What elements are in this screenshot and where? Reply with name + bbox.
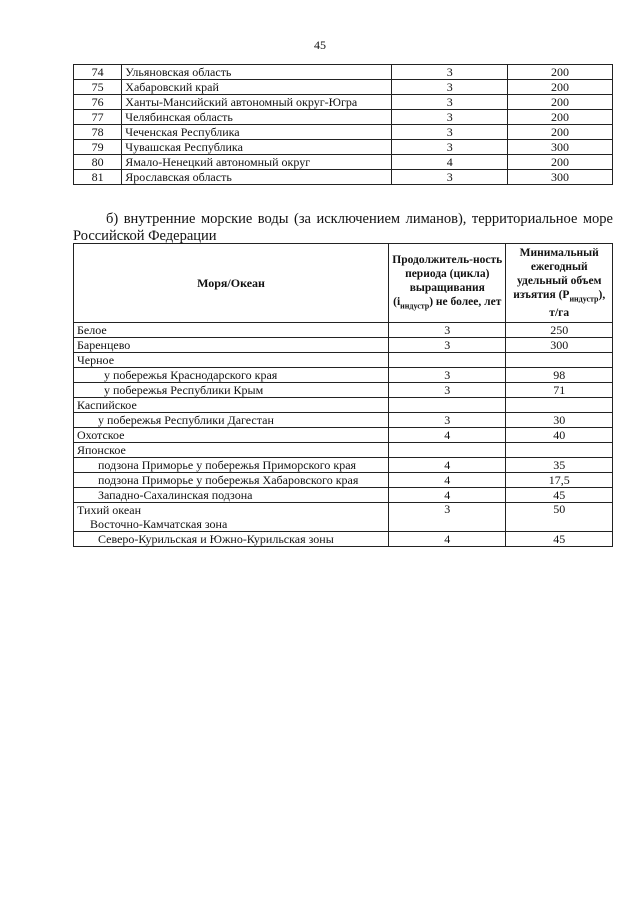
volume-cell: 98 [506, 368, 613, 383]
row-number: 74 [74, 65, 122, 80]
subzone-name: Северо-Курильская и Южно-Курильская зоны [74, 532, 389, 547]
period-cell [389, 398, 506, 413]
header-volume-text: Минимальный ежегодный удельный объем изъятия (P [513, 247, 602, 301]
period-cell: 3 [392, 140, 507, 155]
table-row [74, 413, 613, 428]
period-cell: 4 [389, 473, 506, 488]
seas-table [73, 243, 613, 547]
volume-cell: 200 [507, 125, 612, 140]
period-cell: 3 [389, 383, 506, 398]
row-number: 77 [74, 110, 122, 125]
table-row [74, 95, 613, 110]
period-cell: 3 [392, 170, 507, 185]
sea-name: Баренцево [74, 338, 389, 353]
period-cell: 3 [392, 65, 507, 80]
period-cell: 3 [389, 338, 506, 353]
seas-table-header [74, 244, 613, 323]
region-name: Ярославская область [122, 170, 392, 185]
period-cell: 3 [389, 323, 506, 338]
period-cell: 3 [392, 110, 507, 125]
volume-cell: 200 [507, 95, 612, 110]
period-cell: 3 [389, 413, 506, 428]
table-row [74, 368, 613, 383]
period-cell: 3 [389, 368, 506, 383]
header-period-text-end: ) не более, лет [429, 296, 502, 308]
sea-name: Каспийское [74, 398, 389, 413]
volume-cell: 35 [506, 458, 613, 473]
table-row [74, 443, 613, 458]
region-name: Чеченская Республика [122, 125, 392, 140]
sea-name: Белое [74, 323, 389, 338]
region-name: Ямало-Ненецкий автономный округ [122, 155, 392, 170]
table-row [74, 338, 613, 353]
table-row [74, 140, 613, 155]
table-row [74, 488, 613, 503]
region-name: Челябинская область [122, 110, 392, 125]
table-row [74, 80, 613, 95]
table-row [74, 383, 613, 398]
sea-name: Охотское [74, 428, 389, 443]
table-row [74, 323, 613, 338]
row-number: 76 [74, 95, 122, 110]
row-number: 81 [74, 170, 122, 185]
period-cell [389, 353, 506, 368]
period-cell: 3 [392, 95, 507, 110]
subzone-name: Восточно-Камчатская зона [74, 517, 389, 532]
table-row [74, 125, 613, 140]
table-row [74, 503, 613, 518]
table-row [74, 458, 613, 473]
period-cell: 4 [389, 532, 506, 547]
volume-cell: 200 [507, 155, 612, 170]
region-name: Хабаровский край [122, 80, 392, 95]
volume-cell: 300 [507, 170, 612, 185]
volume-cell: 30 [506, 413, 613, 428]
volume-cell [506, 353, 613, 368]
row-number: 78 [74, 125, 122, 140]
subzone-name: у побережья Республики Крым [74, 383, 389, 398]
volume-cell [506, 398, 613, 413]
table-row [74, 428, 613, 443]
regions-table [73, 64, 613, 185]
table-row [74, 473, 613, 488]
section-b-text: б) внутренние морские воды (за исключением лиманов), территориальное море Российской Федерации [73, 211, 613, 244]
row-number: 79 [74, 140, 122, 155]
table-row [74, 65, 613, 80]
sea-name: Черное [74, 353, 389, 368]
table-row [74, 398, 613, 413]
header-period [389, 244, 506, 323]
header-period-text: Продолжитель-ность периода (цикла) выращивания (i [392, 254, 503, 308]
header-volume-subscript: индустр [569, 294, 599, 304]
table-row [74, 155, 613, 170]
period-cell: 3 [392, 125, 507, 140]
table-row [74, 110, 613, 125]
header-volume-text-end: ), т/га [549, 289, 606, 320]
table-row [74, 353, 613, 368]
subzone-name: подзона Приморье у побережья Хабаровского края [74, 473, 389, 488]
row-number: 80 [74, 155, 122, 170]
volume-cell: 45 [506, 488, 613, 503]
row-number: 75 [74, 80, 122, 95]
header-period-subscript: индустр [400, 301, 430, 311]
period-cell: 4 [392, 155, 507, 170]
period-cell [389, 443, 506, 458]
sea-name: Японское [74, 443, 389, 458]
period-cell: 4 [389, 428, 506, 443]
subzone-name: у побережья Республики Дагестан [74, 413, 389, 428]
header-sea: Моря/Океан [74, 244, 389, 323]
volume-cell [506, 443, 613, 458]
subzone-name: Западно-Сахалинская подзона [74, 488, 389, 503]
volume-cell: 17,5 [506, 473, 613, 488]
volume-cell: 200 [507, 110, 612, 125]
region-name: Чувашская Республика [122, 140, 392, 155]
volume-cell: 300 [507, 140, 612, 155]
header-volume [506, 244, 613, 323]
volume-cell: 45 [506, 532, 613, 547]
volume-cell: 71 [506, 383, 613, 398]
subzone-name: у побережья Краснодарского края [74, 368, 389, 383]
volume-cell: 50 [506, 503, 613, 532]
volume-cell: 250 [506, 323, 613, 338]
page-number: 45 [314, 38, 326, 52]
region-name: Ханты-Мансийский автономный округ-Югра [122, 95, 392, 110]
volume-cell: 200 [507, 65, 612, 80]
subzone-name: подзона Приморье у побережья Приморского края [74, 458, 389, 473]
table-row [74, 170, 613, 185]
period-cell: 3 [389, 503, 506, 532]
volume-cell: 200 [507, 80, 612, 95]
period-cell: 4 [389, 488, 506, 503]
volume-cell: 40 [506, 428, 613, 443]
sea-name: Тихий океан [74, 503, 389, 518]
period-cell: 4 [389, 458, 506, 473]
volume-cell: 300 [506, 338, 613, 353]
section-b-paragraph [73, 211, 613, 245]
table-row [74, 532, 613, 547]
period-cell: 3 [392, 80, 507, 95]
region-name: Ульяновская область [122, 65, 392, 80]
